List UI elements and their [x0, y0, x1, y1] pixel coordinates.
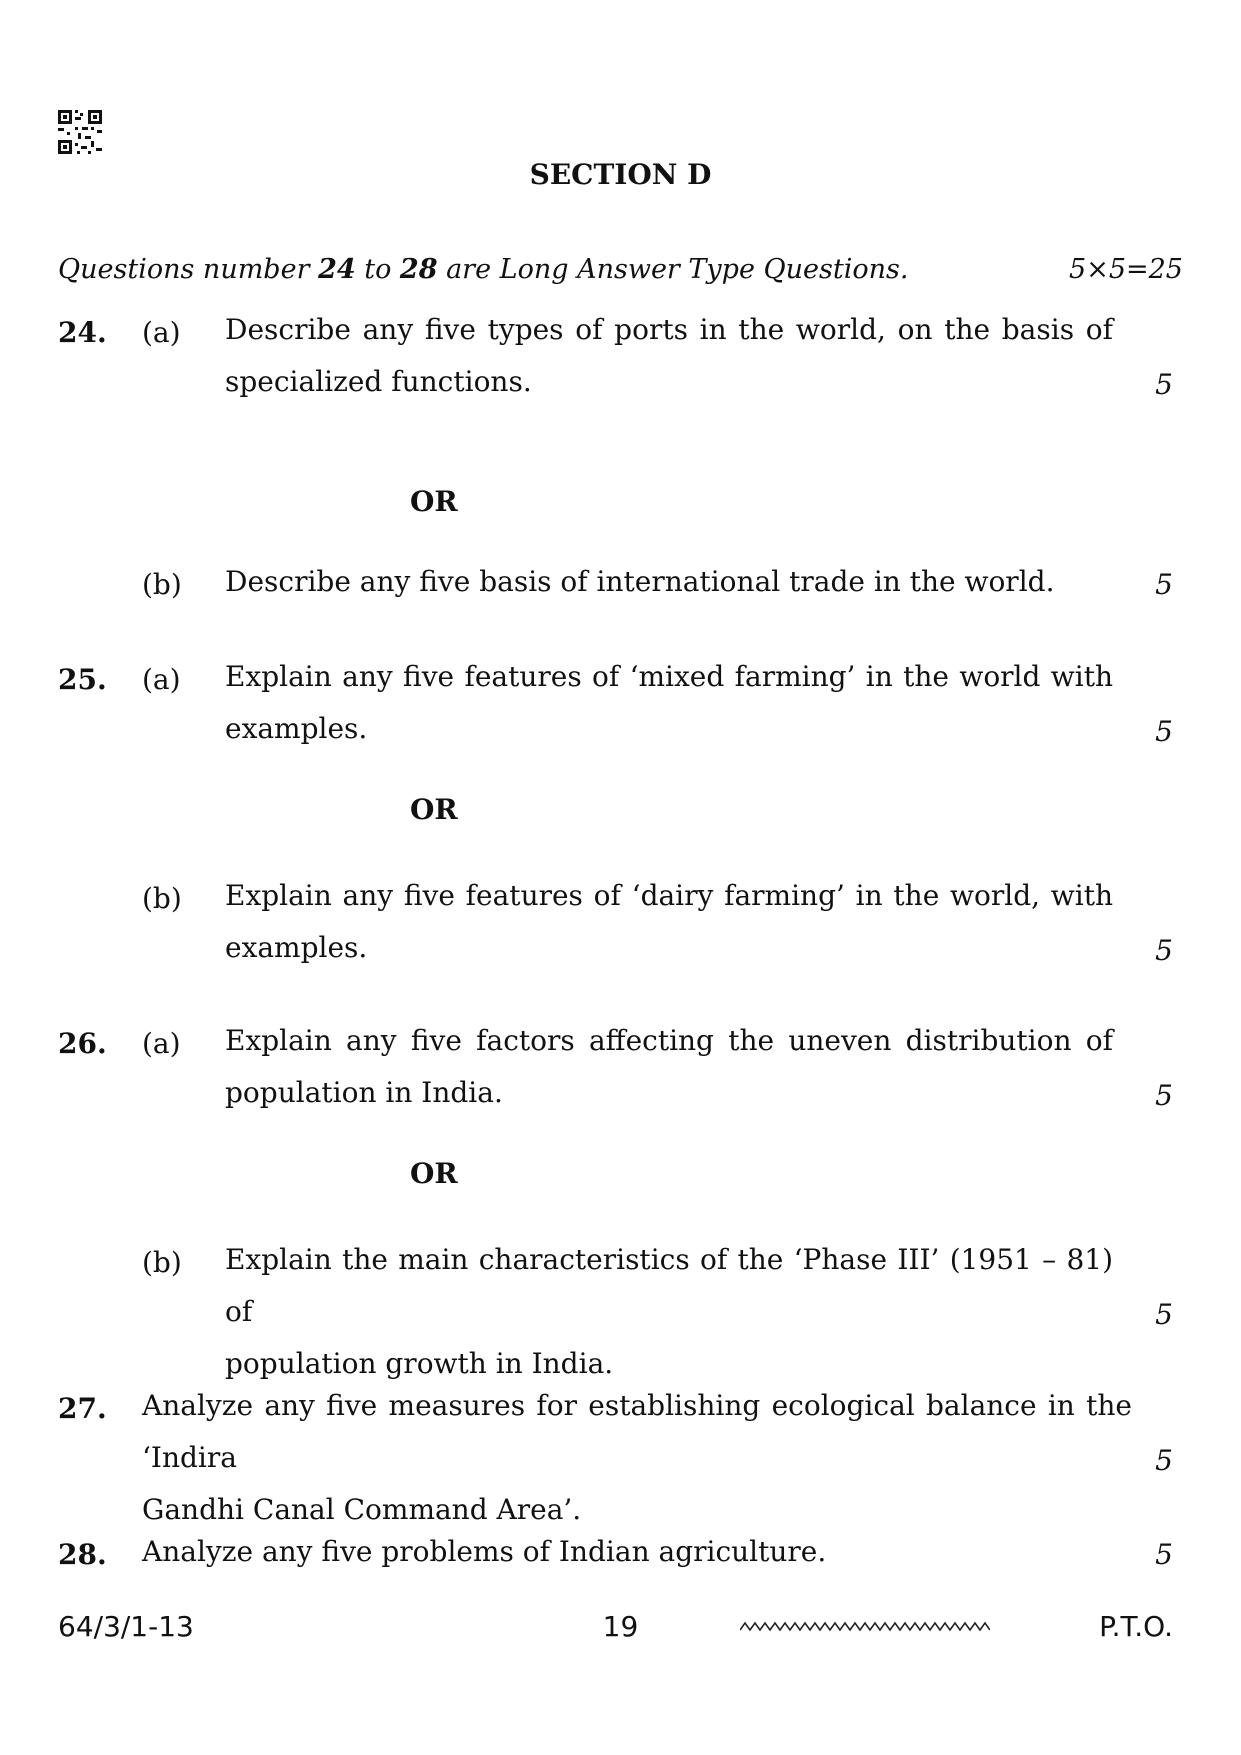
marks-value: 5 [1155, 1298, 1173, 1331]
marks-value: 5 [1155, 1444, 1173, 1477]
question-text: Explain any five features of ‘dairy farming’ in the world, with examples. [225, 879, 1113, 964]
or-separator: OR [410, 1157, 458, 1190]
pto-label: P.T.O. [1099, 1610, 1173, 1643]
marks-value: 5 [1155, 1538, 1173, 1571]
marks-value: 5 [1155, 568, 1173, 601]
or-separator: OR [410, 485, 458, 518]
part-label: (a) [142, 316, 181, 349]
section-title: SECTION D [529, 158, 712, 191]
page-number: 19 [602, 1610, 639, 1643]
marks-value: 5 [1155, 715, 1173, 748]
question-text: Analyze any five measures for establishing ecological balance in the ‘Indira Gandhi Canal Command Area’. [142, 1389, 1132, 1526]
question-text: Describe any five types of ports in the world, on the basis of specialized functions. [225, 313, 1113, 398]
question-text: Explain the main characteristics of the ‘Phase III’ (1951 – 81) of population growth in India. [225, 1243, 1113, 1380]
question-text: Analyze any five problems of Indian agriculture. [142, 1535, 827, 1568]
part-label: (b) [142, 568, 182, 601]
section-instructions: Questions number 24 to 28 are Long Answer Type Questions. 5×5=25 [58, 254, 1183, 285]
section-marks: 5×5=25 [1069, 254, 1183, 285]
paper-code: 64/3/1-13 [58, 1610, 194, 1643]
qr-code-icon [58, 110, 102, 154]
wave-line-decoration [740, 1620, 990, 1634]
marks-value: 5 [1155, 1079, 1173, 1112]
part-label: (a) [142, 663, 181, 696]
question-text: Describe any five basis of international trade in the world. [225, 565, 1055, 598]
part-label: (b) [142, 882, 182, 915]
question-text: Explain any five factors affecting the uneven distribution of population in India. [225, 1024, 1113, 1109]
question-number: 27. [58, 1392, 107, 1425]
question-text: Explain any five features of ‘mixed farming’ in the world with examples. [225, 660, 1113, 745]
question-number: 24. [58, 316, 107, 349]
marks-value: 5 [1155, 934, 1173, 967]
part-label: (a) [142, 1027, 181, 1060]
part-label: (b) [142, 1246, 182, 1279]
question-number: 25. [58, 663, 107, 696]
question-number: 28. [58, 1538, 107, 1571]
marks-value: 5 [1155, 368, 1173, 401]
or-separator: OR [410, 793, 458, 826]
question-number: 26. [58, 1027, 107, 1060]
